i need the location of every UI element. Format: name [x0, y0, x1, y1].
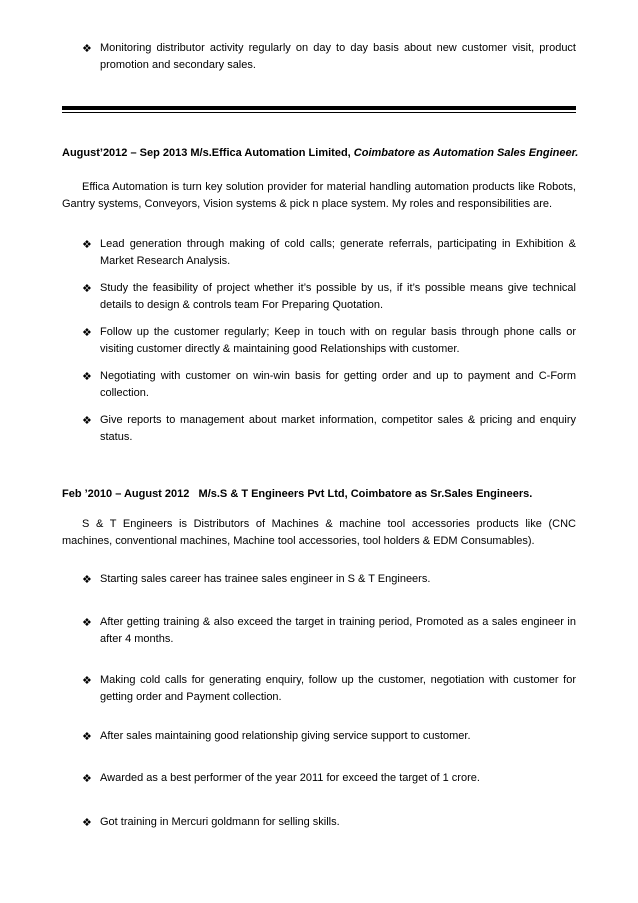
job-description-text: Effica Automation is turn key solution provider for material handling automation products like Robots, Gantry systems, Conveyors, Vision systems & pick n place system. My roles and responsibilities are.	[62, 181, 576, 210]
job-heading-effica	[62, 145, 582, 162]
diamond-bullet-icon: ❖	[82, 326, 92, 339]
bullet-text: Monitoring distributor activity regularly on day to day basis about new customer visit, product promotion and secondary sales.	[100, 42, 576, 71]
list-item	[82, 814, 576, 831]
bullet-text: After sales maintaining good relationship giving service support to customer.	[100, 730, 471, 742]
job-description-text: S & T Engineers is Distributors of Machines & machine tool accessories products like (CNC machines, conventional machines, Machine tool accessories, tool holders & EDM Consumables).	[62, 518, 576, 547]
list-item	[82, 236, 576, 270]
list-item	[82, 728, 576, 745]
list-item	[82, 614, 576, 648]
diamond-bullet-icon: ❖	[82, 674, 92, 687]
bullet-text: Lead generation through making of cold calls; generate referrals, participating in Exhibition & Market Research Analysis.	[100, 238, 576, 267]
diamond-bullet-icon: ❖	[82, 573, 92, 586]
job-description-effica	[62, 179, 576, 213]
bullet-text: Got training in Mercuri goldmann for selling skills.	[100, 816, 340, 828]
bullet-text: Negotiating with customer on win-win basis for getting order and up to payment and C-Form collection.	[100, 370, 576, 399]
bullet-text: Give reports to management about market information, competitor sales & pricing and enquiry status.	[100, 414, 576, 443]
section-divider-thick	[62, 106, 576, 110]
list-item	[82, 280, 576, 314]
diamond-bullet-icon: ❖	[82, 370, 92, 383]
list-item	[82, 40, 576, 74]
job-heading-st-engineers: Feb ’2010 – August 2012 M/s.S & T Engineers Pvt Ltd, Coimbatore as Sr.Sales Engineers.	[62, 488, 533, 500]
bullet-text: Study the feasibility of project whether it’s possible by us, if it’s possible means give technical details to design & controls team For Preparing Quotation.	[100, 282, 576, 311]
job-heading-dates: August’2012 – Sep 2013 M/s.Effica Automation Limited,	[62, 147, 354, 159]
diamond-bullet-icon: ❖	[82, 616, 92, 629]
job-description-st-engineers	[62, 516, 576, 550]
diamond-bullet-icon: ❖	[82, 414, 92, 427]
section-divider-thin	[62, 112, 576, 113]
list-item	[82, 770, 576, 787]
diamond-bullet-icon: ❖	[82, 282, 92, 295]
diamond-bullet-icon: ❖	[82, 816, 92, 829]
list-item	[82, 672, 576, 706]
list-item	[82, 368, 576, 402]
bullet-text: Starting sales career has trainee sales engineer in S & T Engineers.	[100, 573, 431, 585]
list-item	[82, 571, 576, 588]
bullet-text: After getting training & also exceed the target in training period, Promoted as a sales engineer in after 4 months.	[100, 616, 576, 645]
bullet-text: Making cold calls for generating enquiry, follow up the customer, negotiation with customer for getting order and Payment collection.	[100, 674, 576, 703]
job-heading-role: Coimbatore as Automation Sales Engineer.	[353, 147, 579, 159]
diamond-bullet-icon: ❖	[82, 730, 92, 743]
diamond-bullet-icon: ❖	[82, 772, 92, 785]
diamond-bullet-icon: ❖	[82, 238, 92, 251]
diamond-bullet-icon: ❖	[82, 42, 92, 55]
bullet-text: Follow up the customer regularly; Keep in touch with on regular basis through phone calls or visiting customer directly & maintaining good Relationships with customer.	[100, 326, 576, 355]
bullet-text: Awarded as a best performer of the year 2011 for exceed the target of 1 crore.	[100, 772, 480, 784]
list-item	[82, 412, 576, 446]
list-item	[82, 324, 576, 358]
